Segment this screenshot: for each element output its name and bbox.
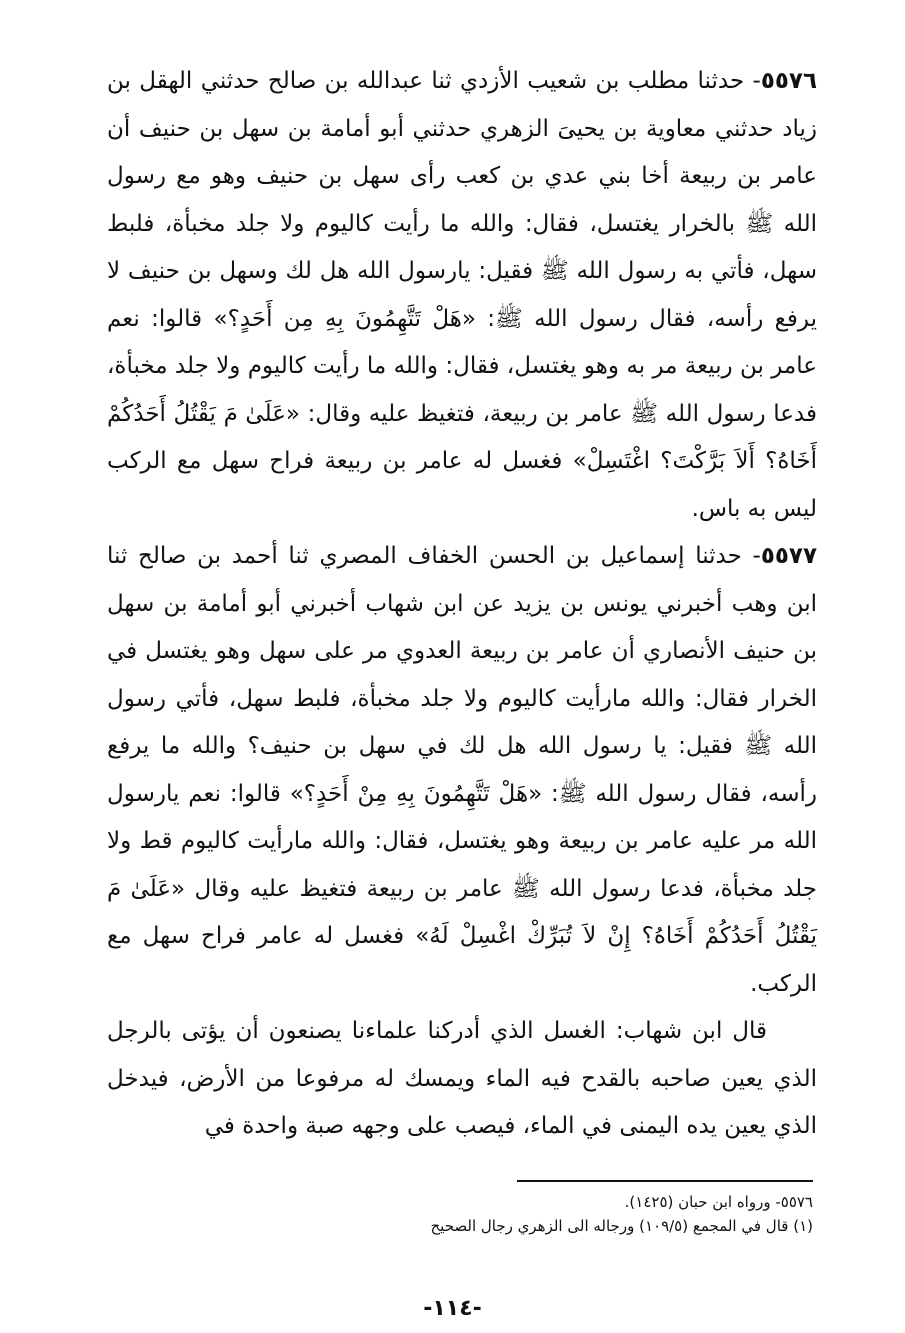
footnote-item: (١) قال في المجمع (١٠٩/٥) ورجاله الى الزهري رجال الصحيح bbox=[430, 1217, 813, 1235]
hadith-text: - حدثنا مطلب بن شعيب الأزدي ثنا عبدالله بن صالح حدثني الهقل بن زياد حدثني معاوية بن يحيىَ الزهري حدثني أبو أمامة بن سهل بن حنيف أن عامر بن ربيعة أخا بني عدي بن كعب رأى سهل بن حنيف وهو مع رسول الله ﷺ بالخرار يغتسل، فقال: والله ما رأيت كاليوم ولا جلد مخبأة، فلبط سهل، فأتي به رسول الله ﷺ فقيل: يارسول الله هل لك وسهل بن حنيف لا يرفع رأسه، فقال رسول الله ﷺ: «هَلْ تَتَّهِمُونَ بِهِ مِن أَحَدٍ؟» قالوا: نعم عامر بن ربيعة مر به وهو يغتسل، فقال: والله ما رأيت كاليوم ولا جلد مخبأة، فدعا رسول الله ﷺ عامر بن ربيعة، فتغيظ عليه وقال: «عَلَىٰ مَ يَقْتُلُ أَحَدُكُمْ أَخَاهُ؟ أَلاَ بَرَّكْتَ؟ اغْتَسِلْ» فغسل له عامر بن ربيعة فراح سهل مع الركب ليس به باس. bbox=[107, 68, 817, 522]
footnote-item: ٥٥٧٦- ورواه ابن حبان (١٤٢٥). bbox=[624, 1193, 813, 1211]
hadith-text: - حدثنا إسماعيل بن الحسن الخفاف المصري ثنا أحمد بن صالح ثنا ابن وهب أخبرني يونس بن يزيد عن ابن شهاب أخبرني أبو أمامة بن سهل بن حنيف الأنصاري أن عامر بن ربيعة العدوي مر على سهل وهو يغتسل في الخرار فقال: والله مارأيت كاليوم ولا جلد مخبأة، فلبط سهل، فأتي رسول الله ﷺ فقيل: يا رسول الله هل لك في سهل بن حنيف؟ والله ما يرفع رأسه، فقال رسول الله ﷺ: «هَلْ تَتَّهِمُونَ بِهِ مِنْ أَحَدٍ؟» قالوا: نعم يارسول الله مر عليه عامر بن ربيعة وهو يغتسل، فقال: والله مارأيت كاليوم قط ولا جلد مخبأة، فدعا رسول الله ﷺ عامر بن ربيعة فتغيظ عليه وقال «عَلَىٰ مَ يَقْتُلُ أَحَدُكُمْ أَخَاهُ؟ إِنْ لاَ تُبَرِّكْ اغْسِلْ لَهُ» فغسل له عامر فراح سهل مع الركب. bbox=[107, 543, 817, 997]
ibn-shihab-paragraph: قال ابن شهاب: الغسل الذي أدركنا علماءنا يصنعون أن يؤتى بالرجل الذي يعين صاحبه بالقدح فيه الماء ويمسك له مرفوعا من الأرض، فيدخل الذي يعين يده اليمنى في الماء، فيصب على وجهه صبة واحدة في bbox=[107, 1018, 817, 1139]
main-text bbox=[107, 58, 817, 1151]
hadith-5577 bbox=[107, 533, 817, 1008]
hadith-5576 bbox=[107, 58, 817, 533]
page-number: -١١٤- bbox=[423, 1296, 482, 1321]
hadith-number: ٥٥٧٦ bbox=[760, 68, 817, 94]
hadith-number: ٥٥٧٧ bbox=[760, 543, 817, 569]
footnotes bbox=[213, 1190, 813, 1238]
footnote-divider bbox=[517, 1180, 813, 1182]
